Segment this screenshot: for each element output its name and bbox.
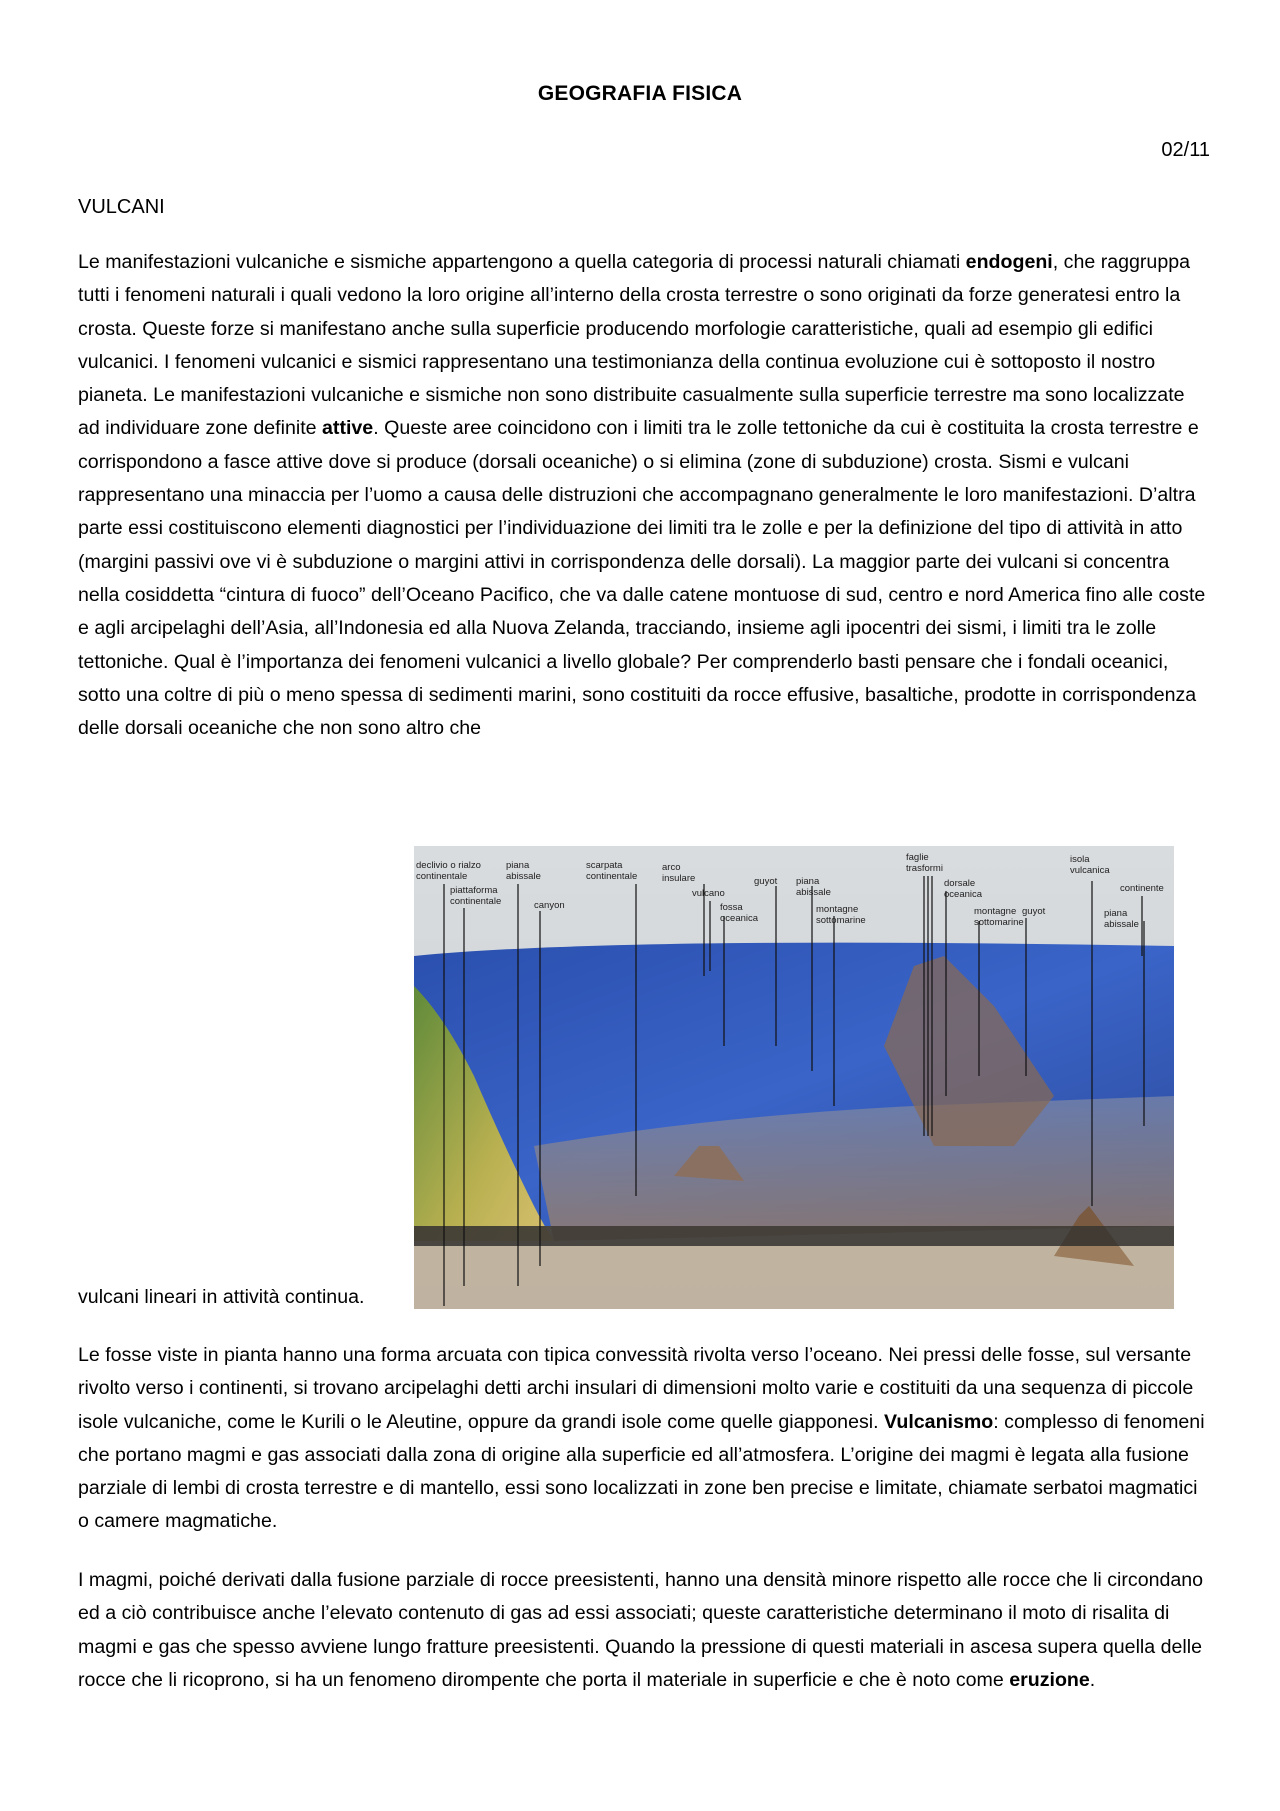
label-scarpata: scarpata [586, 860, 623, 871]
label-guyot-1: guyot [754, 876, 778, 887]
label-fossa: fossa [720, 902, 743, 913]
label-isola: isola [1070, 854, 1090, 865]
label-declivio: declivio o rialzo [416, 860, 481, 871]
label-continente: continente [1120, 883, 1164, 894]
label-continentale: continentale [416, 871, 468, 882]
paragraph-magmi [78, 1564, 1208, 1697]
figure-inline-text: vulcani lineari in attività continua. [78, 1286, 365, 1308]
label-sottomarine: sottomarine [816, 915, 866, 926]
document-date: 02/11 [1161, 139, 1210, 161]
label-oceanica: oceanica [720, 913, 759, 924]
label-trasformi: trasformi [906, 863, 943, 874]
text-run: I magmi, poiché derivati dalla fusione parziale di rocce preesistenti, hanno una densità minore rispetto alle rocce che li circondano ed a ciò contribuisce anche l’elevato contenuto di gas ad essi associati; queste caratteristiche determinano il moto di risalita di magmi e gas che spesso avviene lungo fratture preesistenti. Quando la pressione di questi materiali in ascesa supera quella delle rocce che li ricoprono, si ha un fenomeno dirompente che porta il materiale in superficie e che è noto come [78, 1569, 1204, 1691]
label-montagne: montagne [816, 904, 859, 915]
paragraph-intro [78, 246, 1208, 745]
label-sottomarine-2: sottomarine [974, 917, 1024, 928]
label-piana-2: piana [796, 876, 820, 887]
label-piana-3: piana [1104, 908, 1128, 919]
cross-section-dark-band [414, 1226, 1174, 1246]
label-vulcano: vulcano [692, 888, 725, 899]
label-dorsale: dorsale [944, 878, 976, 889]
document-title: GEOGRAFIA FISICA [537, 82, 743, 105]
text-run: . Queste aree coincidono con i limiti tra le zolle tettoniche da cui è costituita la crosta terrestre e corrispondono a fasce attive dove si produce (dorsali oceaniche) o si elimina (zone di subduzione) crosta. Sismi e vulcani rappresentano una minaccia per l’uomo a causa delle distruzioni che accompagnano generalmente le loro manifestazioni. D’altra parte essi costituiscono elementi diagnostici per l’individuazione dei limiti tra le zolle e per la definizione del tipo di attività in atto (margini passivi ove vi è subduzione o margini attivi in corrispondenza delle dorsali). La maggior parte dei vulcani si concentra nella cosiddetta “cintura di fuoco” dell’Oceano Pacifico, che va dalle catene montuose di sud, centro e nord America fino alle coste e agli arcipelaghi dell’Asia, all’Indonesia ed alla Nuova Zelanda, tracciando, insieme agli ipocentri dei sismi, i limiti tra le zolle tettoniche. Qual è l’importanza dei fenomeni vulcanici a livello globale? Per comprenderlo basti pensare che i fondali oceanici, sotto una coltre di più o meno spessa di sedimenti marini, sono costituiti da rocce effusive, basaltiche, prodotte in corrispondenza delle dorsali oceaniche che non sono altro che [78, 417, 1206, 740]
text-run: . [1089, 1668, 1096, 1691]
label-abissale-2: abissale [796, 887, 831, 898]
text-run: Le fosse viste in pianta hanno una forma arcuata con tipica convessità rivolta verso l’oceano. Nei pressi delle fosse, sul versante rivolto verso i continenti, si trovano arcipelaghi detti archi insulari di dimensioni molto varie e costituiti da una sequenza di piccole isole vulcaniche, come le Kurili o le Aleutine, oppure da grandi isole come quelle giapponesi. [78, 1344, 1194, 1433]
label-scarpata-continentale: continentale [586, 871, 638, 882]
text-run: : complesso di fenomeni che portano magmi e gas associati dalla zona di origine alla superficie ed all’atmosfera. L’origine dei magmi è legata alla fusione parziale di lembi di crosta terrestre e di mantello, essi sono localizzati in zone ben precise e limitate, chiamate serbatoi magmatici o camere magmatiche. [78, 1410, 1205, 1533]
label-dorsale-oceanica: oceanica [944, 889, 983, 900]
text-run: Le manifestazioni vulcaniche e sismiche appartengono a quella categoria di processi naturali chiamati [78, 251, 966, 273]
text-run: , che raggruppa tutti i fenomeni naturali i quali vedono la loro origine all’interno della crosta terrestre o sono originati da forze generatesi entro la crosta. Queste forze si manifestano anche sulla superficie producendo morfologie caratteristiche, quali ad esempio gli edifici vulcanici. I fenomeni vulcanici e sismici rappresentano una testimonianza della continua evoluzione cui è sottoposto il nostro pianeta. Le manifestazioni vulcaniche e sismiche non sono distribuite casualmente sulla superficie terrestre ma sono localizzate ad individuare zone definite [78, 251, 1191, 440]
ocean-floor-diagram [414, 846, 1174, 1309]
label-abissale-1: abissale [506, 871, 541, 882]
bold-term-eruzione: eruzione [1009, 1668, 1090, 1691]
label-guyot-2: guyot [1022, 906, 1046, 917]
label-arco: arco [662, 862, 681, 873]
paragraph-fosse [78, 1339, 1208, 1539]
section-heading: VULCANI [78, 196, 165, 218]
bold-term-endogeni: endogeni [965, 251, 1053, 273]
label-piattaforma-continentale: continentale [450, 896, 502, 907]
label-piana-1: piana [506, 860, 530, 871]
bold-term-attive: attive [322, 417, 374, 440]
label-abissale-3: abissale [1104, 919, 1139, 930]
label-vulcanica: vulcanica [1070, 865, 1110, 876]
label-insulare: insulare [662, 873, 696, 884]
bold-term-vulcanismo: Vulcanismo [884, 1410, 994, 1433]
label-canyon: canyon [534, 900, 565, 911]
label-montagne-2: montagne [974, 906, 1017, 917]
label-piattaforma: piattaforma [450, 885, 498, 896]
label-faglie: faglie [906, 852, 929, 863]
